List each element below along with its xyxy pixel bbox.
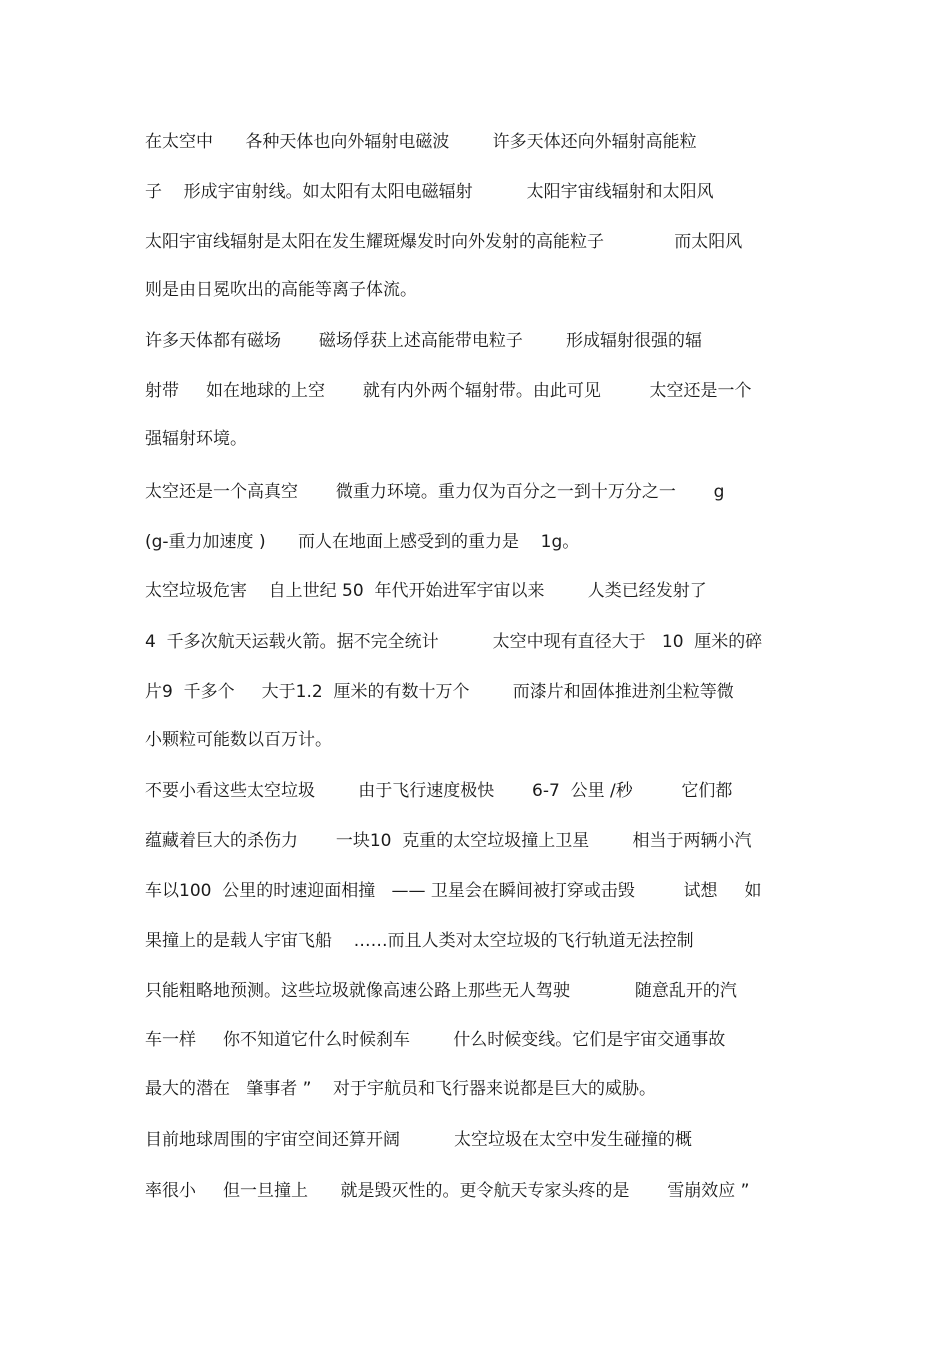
- text-line: 车以100 公里的时速迎面相撞 —— 卫星会在瞬间被打穿或击毁 试想 如: [145, 881, 762, 901]
- text-line: 片9 千多个 大于1.2 厘米的有数十万个 而漆片和固体推进剂尘粒等微: [145, 682, 734, 702]
- text-line: 率很小 但一旦撞上 就是毁灭性的。更令航天专家头疼的是 雪崩效应 ”: [145, 1181, 750, 1201]
- text-line: 许多天体都有磁场 磁场俘获上述高能带电粒子 形成辐射很强的辐: [145, 331, 703, 351]
- text-line: 强辐射环境。: [145, 429, 247, 449]
- text-line: 不要小看这些太空垃圾 由于飞行速度极快 6-7 公里 /秒 它们都: [145, 781, 733, 801]
- text-line: 太空还是一个高真空 微重力环境。重力仅为百分之一到十万分之一 g: [145, 482, 725, 502]
- text-line: 蕴藏着巨大的杀伤力 一块10 克重的太空垃圾撞上卫星 相当于两辆小汽: [145, 831, 752, 851]
- text-line: 只能粗略地预测。这些垃圾就像高速公路上那些无人驾驶 随意乱开的汽: [145, 981, 737, 1001]
- text-line: 太阳宇宙线辐射是太阳在发生耀斑爆发时向外发射的高能粒子 而太阳风: [145, 232, 743, 252]
- text-line: 最大的潜在 肇事者 ” 对于宇航员和飞行器来说都是巨大的威胁。: [145, 1079, 657, 1099]
- text-line: 射带 如在地球的上空 就有内外两个辐射带。由此可见 太空还是一个: [145, 381, 752, 401]
- text-line: 目前地球周围的宇宙空间还算开阔 太空垃圾在太空中发生碰撞的概: [145, 1130, 693, 1150]
- text-line: 子 形成宇宙射线。如太阳有太阳电磁辐射 太阳宇宙线辐射和太阳风: [145, 182, 714, 202]
- text-line: 4 千多次航天运载火箭。据不完全统计 太空中现有直径大于 10 厘米的碎: [145, 632, 763, 652]
- text-line: 车一样 你不知道它什么时候刹车 什么时候变线。它们是宇宙交通事故: [145, 1030, 726, 1050]
- text-line: (g-重力加速度 ) 而人在地面上感受到的重力是 1g。: [145, 532, 580, 552]
- text-line: 果撞上的是载人宇宙飞船 ……而且人类对太空垃圾的飞行轨道无法控制: [145, 931, 694, 951]
- text-line: 小颗粒可能数以百万计。: [145, 730, 332, 750]
- text-line: 在太空中 各种天体也向外辐射电磁波 许多天体还向外辐射高能粒: [145, 132, 697, 152]
- text-line: 太空垃圾危害 自上世纪 50 年代开始进军宇宙以来 人类已经发射了: [145, 581, 707, 601]
- text-line: 则是由日冕吹出的高能等离子体流。: [145, 280, 417, 300]
